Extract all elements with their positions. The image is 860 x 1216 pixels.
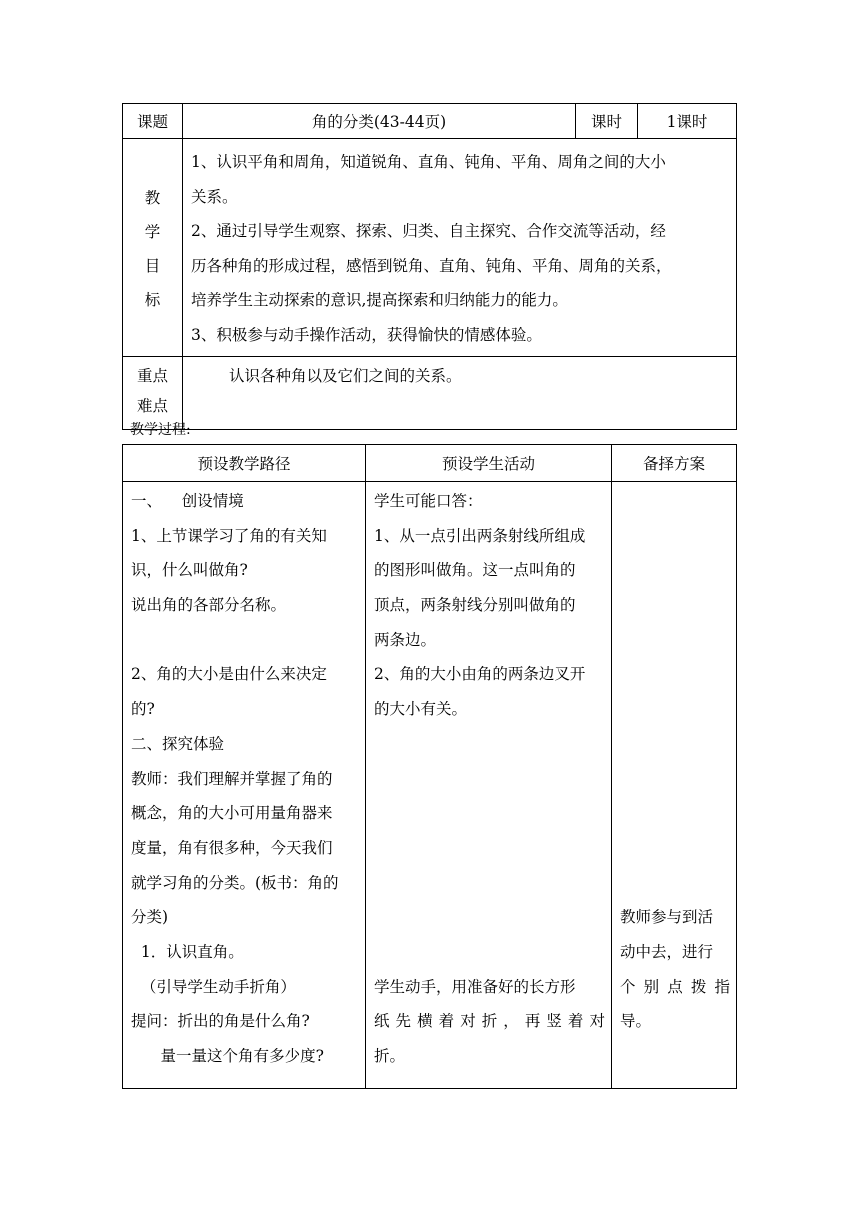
teacher-path-header: 预设教学路径 <box>123 445 366 482</box>
student-activity-cell: 学生可能口答： 1、从一点引出两条射线所组成 的图形叫做角。这一点叫角的 顶点，两条射线分别叫做角的 两条边。 2、角的大小由角的两条边叉开 的大小有关。 学生动手，用准备好的长方形 纸先横着对折，再竖着对 折。 <box>366 482 612 1089</box>
alternative-plan-cell: 教师参与到活 动中去，进行 个别点拨指 导。 <box>612 482 737 1089</box>
key-points-row <box>123 357 737 430</box>
key-points-label: 重点 难点 <box>123 357 183 430</box>
header-row <box>123 104 737 139</box>
student-activity-header: 预设学生活动 <box>366 445 612 482</box>
process-body-row <box>123 482 737 1089</box>
key-points-text: 认识各种角以及它们之间的关系。 <box>183 357 737 430</box>
goals-text <box>183 139 737 357</box>
alternative-plan-header: 备择方案 <box>612 445 737 482</box>
lesson-info-table <box>122 103 737 430</box>
goals-label: 教 学 目 标 <box>123 139 183 357</box>
topic-value: 角的分类(43-44页) <box>183 104 576 139</box>
period-value: 1课时 <box>638 104 737 139</box>
process-label: 教学过程: <box>130 422 191 438</box>
goal-line: 3、积极参与动手操作活动，获得愉快的情感体验。 <box>191 325 542 344</box>
process-header-row <box>123 445 737 482</box>
teacher-path-cell: 一、 创设情境 1、上节课学习了角的有关知 识，什么叫做角? 说出角的各部分名称。 2、角的大小是由什么来决定 的? 二、探究体验 教师：我们理解并掌握了角的 概念，角的大小可用量角器来 度量，角有很多种，今天我们 就学习角的分类。(板书：角的 分类) 1．认识直角。 （引导学生动手折角） 提问：折出的角是什么角? 量一量这个角有多少度? <box>123 482 366 1089</box>
goal-line: 1、认识平角和周角，知道锐角、直角、钝角、平角、周角之间的大小 <box>191 153 666 171</box>
process-table <box>122 444 737 1089</box>
goal-line: 历各种角的形成过程，感悟到锐角、直角、钝角、平角、周角的关系， <box>191 256 672 275</box>
goal-line: 培养学生主动探索的意识,提高探索和归纳能力的能力。 <box>191 291 568 309</box>
goal-line: 2、通过引导学生观察、探索、归类、自主探究、合作交流等活动，经 <box>191 222 666 240</box>
period-label: 课时 <box>576 104 638 139</box>
topic-label: 课题 <box>123 104 183 139</box>
goal-line: 关系。 <box>191 187 238 206</box>
goals-row <box>123 139 737 357</box>
